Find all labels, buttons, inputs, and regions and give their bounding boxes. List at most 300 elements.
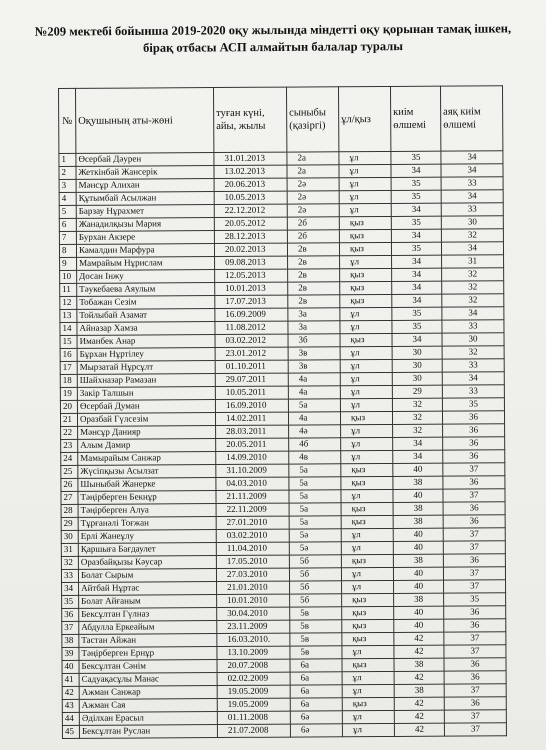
birth-date: 31.10.2009 — [216, 464, 289, 477]
student-name: Мамрайым Нұрислам — [77, 257, 215, 271]
class: 2в — [288, 282, 340, 295]
birth-date: 30.04.2010 — [217, 607, 290, 620]
class: 2в — [288, 256, 340, 269]
shoe-size: 33 — [442, 359, 504, 372]
clothing-size: 40 — [393, 463, 443, 476]
student-name: Барзау Нұрахмет — [76, 205, 214, 219]
clothing-size: 42 — [394, 697, 444, 710]
birth-date: 29.07.2011 — [215, 373, 288, 386]
student-name: Жеткінбай Жансерік — [76, 166, 214, 180]
gender: ұл — [341, 450, 393, 463]
clothing-size: 34 — [392, 294, 442, 307]
student-name: Тәукебаева Аяулым — [77, 283, 215, 297]
class: 3б — [288, 334, 340, 347]
gender: ұл — [340, 255, 392, 268]
student-name: Мәнсұр Алихан — [76, 179, 214, 193]
row-number: 18 — [60, 374, 77, 387]
row-number: 21 — [60, 413, 77, 426]
row-number: 11 — [60, 283, 77, 296]
student-name: Тастан Айжан — [79, 634, 217, 648]
student-name: Ажман Сая — [79, 699, 217, 713]
student-name: Абдулла Еркеайым — [79, 621, 217, 635]
student-name: Камалдин Марфура — [76, 244, 214, 258]
row-number: 26 — [61, 478, 78, 491]
clothing-size: 29 — [392, 385, 442, 398]
birth-date: 23.01.2012 — [215, 347, 288, 360]
row-number: 14 — [60, 322, 77, 335]
birth-date: 09.08.2013 — [215, 256, 288, 269]
birth-date: 10.05.2011 — [215, 386, 288, 399]
student-name: Жүсіпқызы Асылзат — [78, 465, 216, 479]
student-name: Қаршыға Бағдаулет — [78, 543, 216, 557]
gender: ұл — [341, 489, 393, 502]
row-number: 45 — [62, 725, 79, 738]
shoe-size: 32 — [442, 294, 504, 307]
clothing-size: 35 — [391, 190, 441, 203]
class: 5в — [290, 633, 342, 646]
shoe-size: 30 — [441, 216, 503, 229]
title-line-2: бірақ отбасы АСП алмайтын балалар туралы — [143, 39, 404, 55]
gender: қыз — [340, 294, 392, 307]
student-name: Құтымбай Асылжан — [76, 192, 214, 206]
row-number: 28 — [61, 504, 78, 517]
clothing-size: 34 — [392, 255, 442, 268]
gender: ұл — [342, 645, 394, 658]
clothing-size: 35 — [392, 307, 442, 320]
row-number: 22 — [61, 426, 78, 439]
table-header-row — [59, 86, 503, 154]
class: 2ә — [287, 204, 339, 217]
shoe-size: 37 — [443, 489, 505, 502]
student-name: Тобажан Сезім — [77, 296, 215, 310]
class: 2а — [287, 152, 339, 165]
row-number: 12 — [60, 296, 77, 309]
row-number: 25 — [61, 465, 78, 478]
gender: ұл — [340, 398, 392, 411]
student-name: Шайхназар Рамазан — [77, 374, 215, 388]
student-name: Бексұлтан Руслан — [79, 725, 217, 739]
student-name: Жанадилқызы Мария — [76, 218, 214, 232]
row-number: 9 — [60, 257, 77, 270]
birth-date: 16.09.2010 — [215, 399, 288, 412]
student-name: Тойлыбай Азамат — [77, 309, 215, 323]
student-name: Оразбайқызы Кәусар — [78, 556, 216, 570]
shoe-size: 31 — [442, 255, 504, 268]
class: 2ә — [287, 178, 339, 191]
clothing-size: 34 — [392, 268, 442, 281]
birth-date: 13.02.2013 — [214, 165, 287, 178]
row-number: 37 — [62, 621, 79, 634]
shoe-size: 36 — [443, 554, 505, 567]
student-name: Болат Сырым — [78, 569, 216, 583]
student-name: Бексұлтан Гүлназ — [79, 608, 217, 622]
shoe-size: 37 — [443, 463, 505, 476]
birth-date: 04.03.2010 — [216, 477, 289, 490]
gender: қыз — [339, 216, 391, 229]
row-number: 16 — [60, 348, 77, 361]
birth-date: 14.02.2011 — [215, 412, 288, 425]
birth-date: 13.10.2009 — [217, 646, 290, 659]
clothing-size: 34 — [391, 229, 441, 242]
row-number: 31 — [61, 543, 78, 556]
header-class: сыныбы (қазіргі) — [286, 87, 338, 152]
clothing-size: 42 — [394, 632, 444, 645]
gender: ұл — [340, 320, 392, 333]
class: 5а — [289, 516, 341, 529]
class: 5а — [289, 477, 341, 490]
birth-date: 11.04.2010 — [216, 542, 289, 555]
clothing-size: 38 — [393, 476, 443, 489]
shoe-size: 36 — [444, 606, 506, 619]
gender: қыз — [341, 515, 393, 528]
birth-date: 31.01.2013 — [214, 152, 287, 165]
student-name: Бурхан Акзере — [76, 231, 214, 245]
student-name: Айназар Хамза — [77, 322, 215, 336]
birth-date: 17.07.2013 — [215, 295, 288, 308]
student-name: Бексұлтан Сәнім — [79, 660, 217, 674]
student-name: Садуақасұлы Манас — [79, 673, 217, 687]
shoe-size: 34 — [441, 190, 503, 203]
row-number: 19 — [60, 387, 77, 400]
shoe-size: 32 — [442, 268, 504, 281]
student-name: Бұрхан Нұртілеу — [77, 348, 215, 362]
student-name: Мырзатай Нұрсұлт — [77, 361, 215, 375]
student-name: Иманбек Анар — [77, 335, 215, 349]
clothing-size: 34 — [391, 164, 441, 177]
clothing-size: 38 — [393, 515, 443, 528]
clothing-size: 35 — [391, 242, 441, 255]
shoe-size: 36 — [444, 671, 506, 684]
class: 4б — [289, 438, 341, 451]
shoe-size: 37 — [443, 541, 505, 554]
class: 4ә — [289, 425, 341, 438]
clothing-size: 35 — [391, 216, 441, 229]
row-number: 4 — [59, 192, 76, 205]
class: 2б — [287, 217, 339, 230]
gender: ұл — [341, 567, 393, 580]
birth-date: 19.05.2009 — [217, 698, 290, 711]
shoe-size: 36 — [442, 411, 504, 424]
birth-date: 20.02.2013 — [214, 243, 287, 256]
row-number: 39 — [62, 647, 79, 660]
birth-date: 03.02.2012 — [215, 334, 288, 347]
birth-date: 10.01.2010 — [217, 594, 290, 607]
student-name: Ажман Санжар — [79, 686, 217, 700]
class: 5б — [290, 594, 342, 607]
clothing-size: 34 — [391, 203, 441, 216]
class: 4а — [288, 373, 340, 386]
shoe-size: 34 — [441, 242, 503, 255]
class: 2а — [287, 165, 339, 178]
row-number: 43 — [62, 699, 79, 712]
birth-date: 01.11.2008 — [217, 711, 290, 724]
shoe-size: 32 — [442, 346, 504, 359]
class: 3а — [288, 321, 340, 334]
row-number: 33 — [61, 569, 78, 582]
clothing-size: 42 — [394, 671, 444, 684]
shoe-size: 37 — [443, 528, 505, 541]
row-number: 36 — [62, 608, 79, 621]
clothing-size: 40 — [394, 580, 444, 593]
row-number: 27 — [61, 491, 78, 504]
shoe-size: 32 — [442, 281, 504, 294]
class: 5ә — [289, 529, 341, 542]
student-name: Әділхан Ерасыл — [79, 712, 217, 726]
gender: ұл — [339, 203, 391, 216]
row-number: 42 — [62, 686, 79, 699]
header-shoe-size: аяқ киім өлшемі — [440, 86, 502, 151]
clothing-size: 40 — [394, 606, 444, 619]
row-number: 30 — [61, 530, 78, 543]
birth-date: 20.07.2008 — [217, 659, 290, 672]
row-number: 5 — [59, 205, 76, 218]
header-gender: ұл/қыз — [338, 86, 390, 151]
birth-date: 10.01.2013 — [215, 282, 288, 295]
row-number: 34 — [62, 582, 79, 595]
row-number: 15 — [60, 335, 77, 348]
gender: ұл — [342, 684, 394, 697]
class: 5а — [289, 503, 341, 516]
clothing-size: 42 — [394, 723, 444, 736]
student-name: Мамырайым Санжар — [78, 452, 216, 466]
shoe-size: 33 — [442, 385, 504, 398]
student-name: Шыныбай Жанерке — [78, 478, 216, 492]
shoe-size: 30 — [442, 333, 504, 346]
birth-date: 19.05.2009 — [217, 685, 290, 698]
clothing-size: 30 — [392, 372, 442, 385]
shoe-size: 37 — [444, 580, 506, 593]
gender: ұл — [341, 437, 393, 450]
clothing-size: 34 — [392, 281, 442, 294]
class: 5б — [290, 581, 342, 594]
row-number: 20 — [60, 400, 77, 413]
class: 2в — [288, 295, 340, 308]
gender: қыз — [340, 281, 392, 294]
student-name: Ерлі Жанеұлу — [78, 530, 216, 544]
clothing-size: 40 — [393, 541, 443, 554]
student-name: Оразбай Гүлсезім — [77, 413, 215, 427]
class: 6а — [290, 659, 342, 672]
gender: ұл — [339, 151, 391, 164]
row-number: 38 — [62, 634, 79, 647]
class: 5а — [288, 399, 340, 412]
shoe-size: 36 — [443, 502, 505, 515]
student-name: Болат Айғаным — [79, 595, 217, 609]
row-number: 24 — [61, 452, 78, 465]
clothing-size: 40 — [393, 528, 443, 541]
shoe-size: 36 — [444, 658, 506, 671]
gender: ұл — [342, 723, 394, 736]
gender: ұл — [341, 424, 393, 437]
shoe-size: 36 — [443, 437, 505, 450]
birth-date: 21.01.2010 — [217, 581, 290, 594]
gender: ұл — [340, 359, 392, 372]
birth-date: 21.11.2009 — [216, 490, 289, 503]
class: 4а — [288, 386, 340, 399]
clothing-size: 32 — [392, 411, 442, 424]
class: 6а — [290, 672, 342, 685]
clothing-size: 38 — [393, 502, 443, 515]
birth-date: 17.05.2010 — [216, 555, 289, 568]
shoe-size: 34 — [442, 372, 504, 385]
gender: қыз — [340, 268, 392, 281]
clothing-size: 34 — [393, 437, 443, 450]
shoe-size: 33 — [441, 203, 503, 216]
shoe-size: 37 — [444, 632, 506, 645]
shoe-size: 36 — [443, 424, 505, 437]
birth-date: 10.05.2013 — [214, 191, 287, 204]
birth-date: 14.09.2010 — [216, 451, 289, 464]
birth-date: 12.05.2013 — [215, 269, 288, 282]
shoe-size: 33 — [442, 320, 504, 333]
header-name: Оқушының аты-жөні — [76, 88, 214, 154]
clothing-size: 38 — [393, 554, 443, 567]
class: 2в — [288, 269, 340, 282]
row-number: 13 — [60, 309, 77, 322]
class: 3в — [288, 347, 340, 360]
row-number: 44 — [62, 712, 79, 725]
birth-date: 28.12.2013 — [214, 230, 287, 243]
birth-date: 02.02.2009 — [217, 672, 290, 685]
birth-date: 27.03.2010 — [216, 568, 289, 581]
student-name: Закір Талшын — [77, 387, 215, 401]
gender: ұл — [342, 580, 394, 593]
clothing-size: 42 — [394, 710, 444, 723]
student-name: Айтбай Нұртас — [79, 582, 217, 596]
gender: ұл — [341, 528, 393, 541]
birth-date: 23.11.2009 — [217, 620, 290, 633]
shoe-size: 35 — [444, 593, 506, 606]
gender: қыз — [341, 554, 393, 567]
clothing-size: 32 — [392, 398, 442, 411]
students-table — [58, 85, 507, 739]
student-name: Өсербай Дәурен — [76, 153, 214, 167]
row-number: 41 — [62, 673, 79, 686]
gender: ұл — [339, 190, 391, 203]
clothing-size: 34 — [393, 450, 443, 463]
class: 6а — [290, 698, 342, 711]
row-number: 2 — [59, 166, 76, 179]
row-number: 23 — [61, 439, 78, 452]
class: 2б — [287, 230, 339, 243]
row-number: 40 — [62, 660, 79, 673]
birth-date: 22.12.2012 — [214, 204, 287, 217]
class: 5ә — [289, 542, 341, 555]
shoe-size: 36 — [444, 619, 506, 632]
row-number: 17 — [60, 361, 77, 374]
gender: қыз — [340, 411, 392, 424]
gender: қыз — [341, 476, 393, 489]
student-name: Алым Дамир — [78, 439, 216, 453]
row-number: 6 — [59, 218, 76, 231]
gender: ұл — [341, 541, 393, 554]
shoe-size: 36 — [443, 515, 505, 528]
class: 5а — [289, 464, 341, 477]
gender: қыз — [341, 502, 393, 515]
student-name: Тәңірберген Ернұр — [79, 647, 217, 661]
clothing-size: 32 — [393, 424, 443, 437]
gender: қыз — [339, 229, 391, 242]
table-body — [59, 151, 507, 739]
class: 2ә — [287, 191, 339, 204]
shoe-size: 37 — [444, 710, 506, 723]
table-row — [62, 723, 506, 739]
gender: қыз — [339, 242, 391, 255]
gender: ұл — [340, 307, 392, 320]
shoe-size: 34 — [441, 164, 503, 177]
birth-date: 03.02.2010 — [216, 529, 289, 542]
birth-date: 22.11.2009 — [216, 503, 289, 516]
clothing-size: 40 — [393, 567, 443, 580]
clothing-size: 30 — [392, 359, 442, 372]
shoe-size: 34 — [441, 151, 503, 164]
gender: қыз — [342, 619, 394, 632]
clothing-size: 42 — [394, 645, 444, 658]
shoe-size: 36 — [443, 450, 505, 463]
clothing-size: 38 — [394, 593, 444, 606]
birth-date: 20.06.2013 — [214, 178, 287, 191]
row-number: 1 — [59, 153, 76, 166]
gender: қыз — [342, 658, 394, 671]
gender: ұл — [340, 346, 392, 359]
gender: ұл — [339, 177, 391, 190]
student-name: Тәңірберген Бекнұр — [78, 491, 216, 505]
class: 5в — [290, 607, 342, 620]
birth-date: 01.10.2011 — [215, 360, 288, 373]
shoe-size: 36 — [443, 476, 505, 489]
class: 5в — [290, 620, 342, 633]
shoe-size: 37 — [444, 684, 506, 697]
shoe-size: 36 — [444, 697, 506, 710]
class: 3а — [288, 308, 340, 321]
header-number: № — [59, 88, 76, 153]
class: 5б — [289, 555, 341, 568]
shoe-size: 37 — [443, 567, 505, 580]
gender: ұл — [339, 164, 391, 177]
student-name: Тәңірберген Алуа — [78, 504, 216, 518]
clothing-size: 38 — [394, 658, 444, 671]
clothing-size: 30 — [392, 346, 442, 359]
class: 5а — [289, 490, 341, 503]
row-number: 35 — [62, 595, 79, 608]
student-name: Тұрғанәлі Тоғжан — [78, 517, 216, 531]
clothing-size: 35 — [391, 177, 441, 190]
row-number: 7 — [59, 231, 76, 244]
class: 6ә — [290, 724, 342, 737]
class: 5б — [289, 568, 341, 581]
header-clothing-size: киім өлшемі — [390, 86, 440, 151]
gender: ұл — [342, 671, 394, 684]
birth-date: 11.08.2012 — [215, 321, 288, 334]
student-name: Өсербай Думан — [77, 400, 215, 414]
clothing-size: 35 — [391, 151, 441, 164]
gender: ұл — [340, 385, 392, 398]
class: 6ә — [290, 711, 342, 724]
shoe-size: 37 — [444, 645, 506, 658]
gender: қыз — [342, 606, 394, 619]
shoe-size: 37 — [444, 723, 506, 736]
class: 3в — [288, 360, 340, 373]
class: 4а — [288, 412, 340, 425]
gender: қыз — [340, 333, 392, 346]
clothing-size: 38 — [394, 684, 444, 697]
clothing-size: 34 — [392, 333, 442, 346]
shoe-size: 34 — [442, 307, 504, 320]
row-number: 10 — [60, 270, 77, 283]
row-number: 32 — [61, 556, 78, 569]
birth-date: 16.03.2010. — [217, 633, 290, 646]
birth-date: 20.05.2011 — [216, 438, 289, 451]
